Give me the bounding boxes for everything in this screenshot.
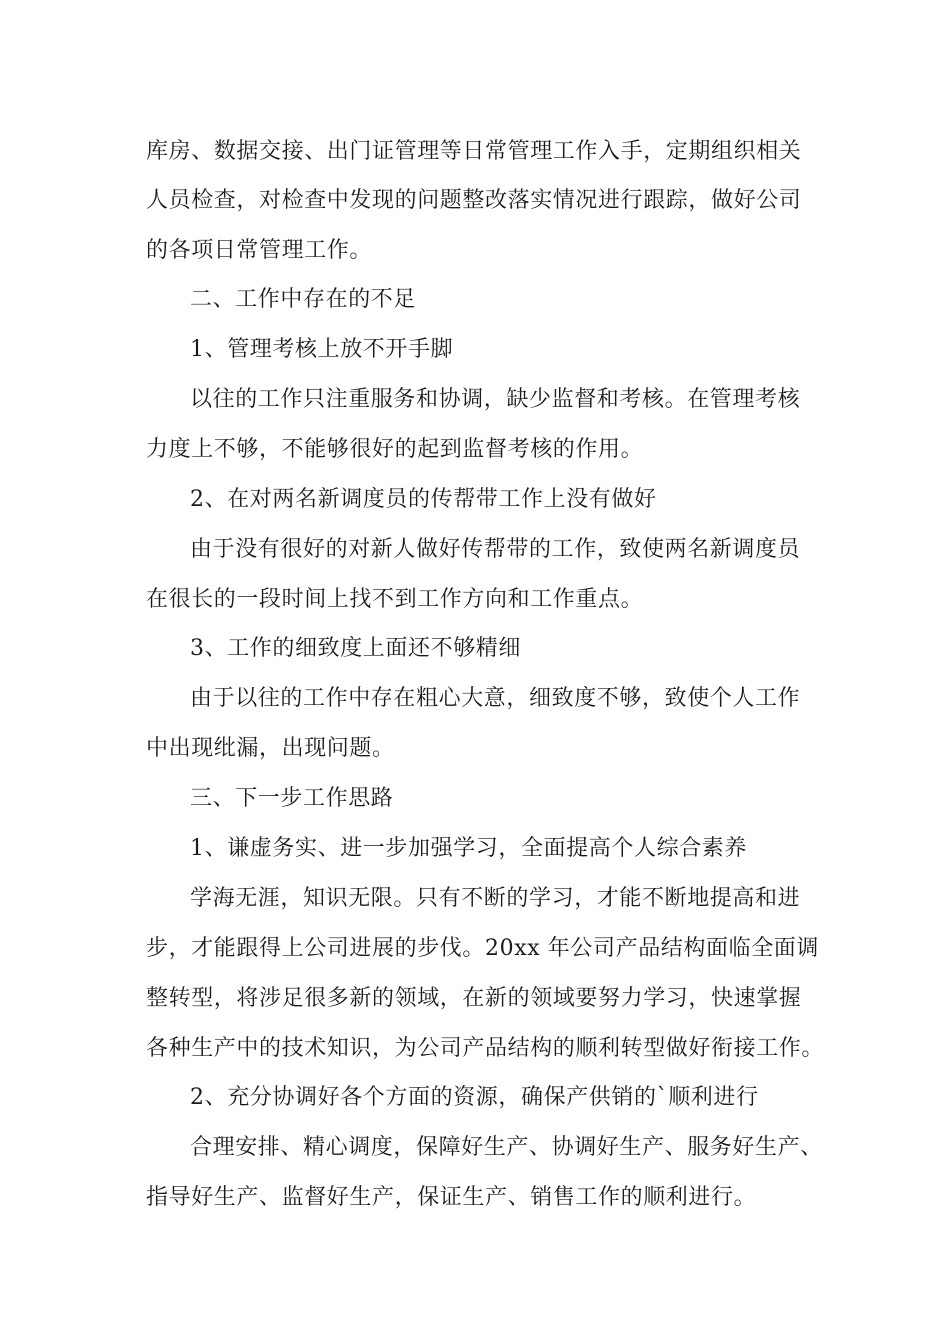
body-text-line: 以往的工作只注重服务和协调，缺少监督和考核。在管理考核	[190, 387, 801, 412]
subsection-heading: 1、管理考核上放不开手脚	[190, 337, 454, 362]
body-text-line: 人员检查，对检查中发现的问题整改落实情况进行跟踪，做好公司	[146, 188, 802, 213]
body-text-line: 各种生产中的技术知识，为公司产品结构的顺利转型做好衔接工作。	[146, 1036, 825, 1061]
body-text-line: 整转型，将涉足很多新的领域，在新的领域要努力学习，快速掌握	[146, 986, 802, 1011]
body-text-line: 合理安排、精心调度，保障好生产、协调好生产、服务好生产、	[190, 1135, 823, 1160]
body-text-line: 中出现纰漏，出现问题。	[146, 736, 395, 761]
body-text-line: 步，才能跟得上公司进展的步伐。20xx 年公司产品结构面临全面调	[146, 936, 820, 961]
body-text-line: 在很长的一段时间上找不到工作方向和工作重点。	[146, 587, 644, 612]
subsection-heading: 2、充分协调好各个方面的资源，确保产供销的`顺利进行	[190, 1085, 759, 1110]
subsection-heading: 2、在对两名新调度员的传帮带工作上没有做好	[190, 487, 657, 512]
subsection-heading: 1、谦虚务实、进一步加强学习，全面提高个人综合素养	[190, 836, 747, 861]
section-heading: 二、工作中存在的不足	[190, 287, 417, 312]
body-text-line: 由于没有很好的对新人做好传帮带的工作，致使两名新调度员	[190, 537, 801, 562]
subsection-heading: 3、工作的细致度上面还不够精细	[190, 636, 521, 661]
body-text-line: 库房、数据交接、出门证管理等日常管理工作入手，定期组织相关	[146, 139, 802, 164]
body-text-line: 的各项日常管理工作。	[146, 238, 373, 263]
body-text-line: 由于以往的工作中存在粗心大意，细致度不够，致使个人工作	[190, 686, 801, 711]
body-text-line: 力度上不够，不能够很好的起到监督考核的作用。	[146, 437, 644, 462]
section-heading: 三、下一步工作思路	[190, 786, 394, 811]
body-text-line: 学海无涯，知识无限。只有不断的学习，才能不断地提高和进	[190, 886, 801, 911]
body-text-line: 指导好生产、监督好生产，保证生产、销售工作的顺利进行。	[146, 1185, 757, 1210]
